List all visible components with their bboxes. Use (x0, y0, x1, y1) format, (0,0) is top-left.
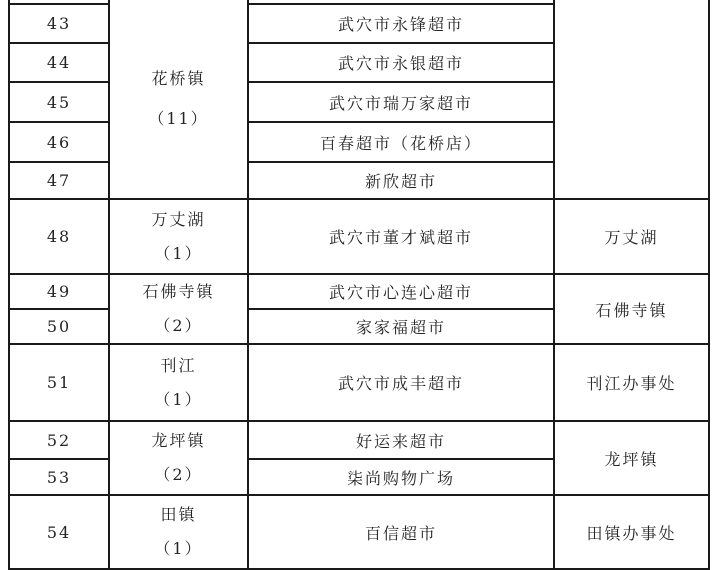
town-cell-huaqiao (109, 0, 248, 199)
store-cell: 新欣超市 (248, 162, 554, 199)
district-cell-wanzhanghu: 万丈湖 (554, 199, 709, 274)
town-name: 龙坪镇 (151, 431, 206, 450)
town-count: （11） (148, 109, 209, 128)
district-cell-tianzhen: 田镇办事处 (554, 495, 709, 569)
store-cell: 家家福超市 (248, 309, 554, 344)
row-number-cell: 51 (9, 344, 109, 421)
district-cell-huaqiao (554, 0, 709, 199)
row-number-cell: 53 (9, 459, 109, 495)
store-cell: 武穴市永银超市 (248, 43, 554, 82)
store-cell: 百信超市 (248, 495, 554, 569)
row-number-cell: 44 (9, 43, 109, 82)
table-row-48 (9, 199, 709, 274)
store-cell: 好运来超市 (248, 421, 554, 459)
town-cell-kanjiang (109, 344, 248, 421)
row-number-cell: 48 (9, 199, 109, 274)
town-name: 万丈湖 (151, 209, 206, 229)
town-cell-longping (109, 421, 248, 495)
table-row-49 (9, 274, 709, 309)
town-cell-wanzhanghu (109, 199, 248, 274)
town-count: （2） (154, 316, 203, 335)
table-row-51 (9, 344, 709, 421)
town-name: 石佛寺镇 (142, 282, 215, 301)
store-cell: 武穴市心连心超市 (248, 274, 554, 309)
town-name: 田镇 (160, 505, 197, 524)
row-number-cell: 49 (9, 274, 109, 309)
row-number-cell: 47 (9, 162, 109, 199)
district-cell-shifosi: 石佛寺镇 (554, 274, 709, 344)
district-cell-longping: 龙坪镇 (554, 421, 709, 495)
row-number-cell: 43 (9, 4, 109, 43)
town-count: （1） (154, 243, 203, 263)
supermarket-table (8, 0, 710, 570)
table-row-52 (9, 421, 709, 459)
town-count: （2） (154, 465, 203, 484)
row-number-cell: 54 (9, 495, 109, 569)
town-count: （1） (154, 389, 203, 409)
row-number-cell: 50 (9, 309, 109, 344)
row-number-cell: 52 (9, 421, 109, 459)
store-cell: 柒尚购物广场 (248, 459, 554, 495)
store-cell: 百春超市（花桥店） (248, 122, 554, 162)
row-number-cell: 45 (9, 82, 109, 122)
store-cell: 武穴市永锋超市 (248, 4, 554, 43)
town-cell-tianzhen (109, 495, 248, 569)
town-cell-shifosi (109, 274, 248, 344)
store-cell: 武穴市成丰超市 (248, 344, 554, 421)
row-number-cell: 46 (9, 122, 109, 162)
town-count: （1） (154, 539, 203, 558)
town-name: 花桥镇 (151, 69, 206, 88)
district-cell-kanjiang: 刊江办事处 (554, 344, 709, 421)
store-cell: 武穴市董才斌超市 (248, 199, 554, 274)
table-row-54 (9, 495, 709, 569)
town-name: 刊江 (160, 355, 197, 375)
store-cell: 武穴市瑞万家超市 (248, 82, 554, 122)
